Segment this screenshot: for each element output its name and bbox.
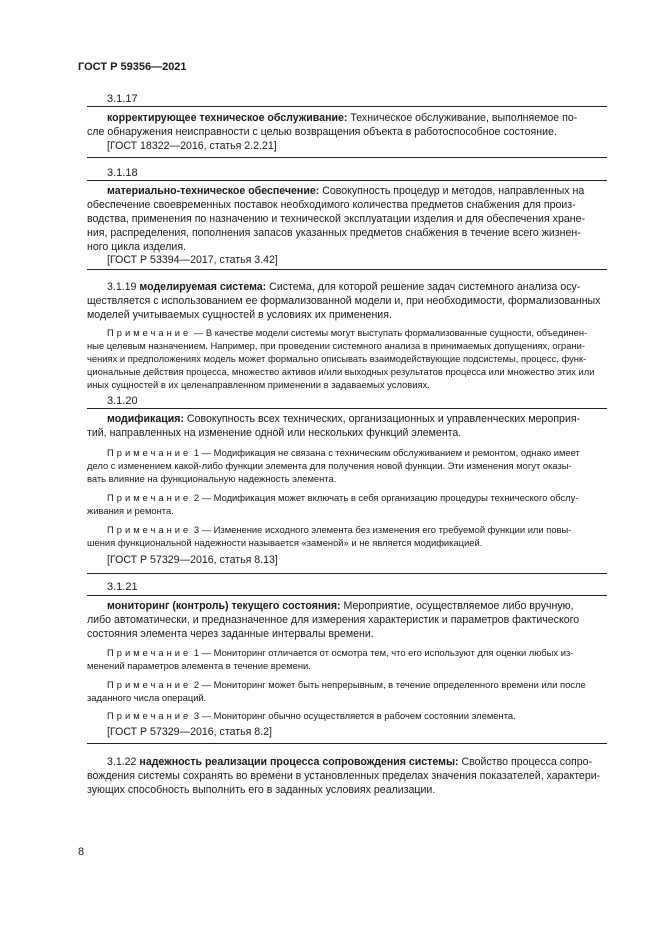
note-label: Примечание (107, 679, 192, 690)
source-reference: [ГОСТ 18322—2016, статья 2.2.21] (107, 140, 277, 152)
note-text: 2 — Мониторинг может быть непрерывным, в течение определенного времени или после (191, 679, 586, 690)
note-label: Примечание (107, 524, 192, 535)
term-box-3-1-17 (87, 106, 607, 158)
note-text: заданного числа операций. (87, 692, 207, 703)
source-reference: [ГОСТ Р 53394—2017, статья 3.42] (107, 254, 278, 266)
term-number: 3.1.20 (107, 395, 138, 407)
note-text: шения функциональной надежности называется «заменой» и не является модификацией. (87, 537, 483, 548)
term-number: 3.1.17 (107, 93, 138, 105)
term-number: 3.1.21 (107, 581, 138, 593)
note-text: вать влияние на функциональную надежность элемента. (87, 473, 337, 484)
definition-text: Система, для которой решение задач системного анализа осу- (266, 281, 581, 293)
note-text: дело с изменением какой-либо функции элемента для получения новой функции. Эти изменения могут оказы- (87, 460, 572, 471)
term-number: 3.1.19 (107, 281, 137, 293)
definition-text: моделей учитываемых сущностей в условиях их применения. (87, 309, 392, 321)
note-text: живания и ремонта. (87, 505, 174, 516)
term-title: надежность реализации процесса сопровождения системы: (139, 756, 459, 768)
definition-text: либо автоматически, и предназначенное для измерения характеристик и параметров фактического (87, 614, 580, 626)
definition-text: ния, распределения, пополнения запасов указанных предметов снабжения в течение всего жизнен- (87, 227, 581, 239)
note-line (107, 492, 578, 503)
definition-text: водства, применения по назначению и технической эксплуатации изделия и для обеспечения хране- (87, 213, 585, 225)
note-label: Примечание (107, 447, 192, 458)
note-line (107, 710, 516, 721)
definition-text: тий, направленных на изменение одной или нескольких функций элемента. (87, 427, 462, 439)
term-title: мониторинг (контроль) текущего состояния: (107, 600, 341, 612)
term-definition-line (107, 281, 580, 293)
document-header: ГОСТ Р 59356—2021 (78, 61, 187, 73)
note-label: Примечание (107, 492, 192, 503)
definition-text: состояния элемента через заданные интервалы времени. (87, 628, 374, 640)
note-text: ные целевым назначением. Например, при проведении системного анализа в принимаемых допущениях, ограни- (87, 340, 585, 351)
definition-text: ществляется с использованием ее формализованной модели и, при необходимости, формализованных (87, 295, 601, 307)
note-line (107, 327, 587, 338)
term-definition-line (107, 756, 592, 768)
note-text: иных сущностей в их целенаправленном применении в задаваемых условиях. (87, 379, 430, 390)
note-text: 3 — Изменение исходного элемента без изменения его требуемой функции или повы- (191, 524, 572, 535)
page-number: 8 (78, 846, 85, 858)
note-text: менений параметров элемента в течение времени. (87, 660, 311, 671)
note-text: 1 — Мониторинг отличается от осмотра тем, что его используют для оценки любых из- (191, 647, 574, 658)
note-text: 1 — Модификация не связана с техническим обслуживанием и ремонтом, однако имеет (191, 447, 580, 458)
note-text: циональные действия процесса, множество активов и/или выходных результатов процесса или множество этих или (87, 366, 595, 377)
term-title: моделируемая система: (139, 281, 267, 293)
term-number: 3.1.18 (107, 167, 138, 179)
term-definition-line (107, 413, 580, 425)
note-text: чениях и предположениях модель может формально описывать взаимодействующие подсистемы, процесс, функ- (87, 353, 587, 364)
definition-text: Совокупность процедур и методов, направленных на (319, 185, 585, 197)
term-title: корректирующее техническое обслуживание: (107, 112, 348, 124)
definition-text: ного цикла изделия. (87, 241, 187, 253)
note-text: 2 — Модификация может включать в себя организацию процедуры технического обслу- (191, 492, 579, 503)
term-title: материально-техническое обеспечение: (107, 185, 320, 197)
term-box-3-1-20 (87, 408, 607, 574)
term-definition-line (107, 112, 577, 124)
note-label: Примечание (107, 327, 192, 338)
definition-text: обеспечение своевременных поставок необходимого количества предметов снабжения для произ- (87, 199, 576, 211)
term-box-3-1-18 (87, 180, 607, 270)
definition-text: Техническое обслуживание, выполняемое по- (347, 112, 578, 124)
term-definition-line (107, 185, 584, 197)
note-label: Примечание (107, 710, 192, 721)
note-label: Примечание (107, 647, 192, 658)
definition-text: Свойство процесса сопро- (458, 756, 593, 768)
source-reference: [ГОСТ Р 57329—2016, статья 8.2] (107, 726, 272, 738)
note-text: 3 — Мониторинг обычно осуществляется в рабочем состоянии элемента. (191, 710, 516, 721)
note-line (107, 447, 580, 458)
definition-text: Мероприятие, осуществляемое либо вручную, (340, 600, 574, 612)
definition-text: вождения системы сохранять во времени в установленных пределах значения показателей, характери- (87, 770, 601, 782)
definition-text: сле обнаружения неисправности с целью возвращения объекта в работоспособное состояние. (87, 126, 557, 138)
term-box-3-1-21 (87, 595, 607, 744)
term-number: 3.1.22 (107, 756, 137, 768)
term-title: модификация: (107, 413, 184, 425)
term-definition-line (107, 600, 574, 612)
definition-text: Совокупность всех технических, организационных и управленческих мероприя- (183, 413, 581, 425)
source-reference: [ГОСТ Р 57329—2016, статья 8.13] (107, 554, 278, 566)
definition-text: зующих способность выполнить его в заданных условиях реализации. (87, 784, 436, 796)
note-line (107, 679, 586, 690)
note-text: — В качестве модели системы могут выступать формализованные сущности, объединен- (191, 327, 588, 338)
note-line (107, 524, 571, 535)
note-line (107, 647, 573, 658)
